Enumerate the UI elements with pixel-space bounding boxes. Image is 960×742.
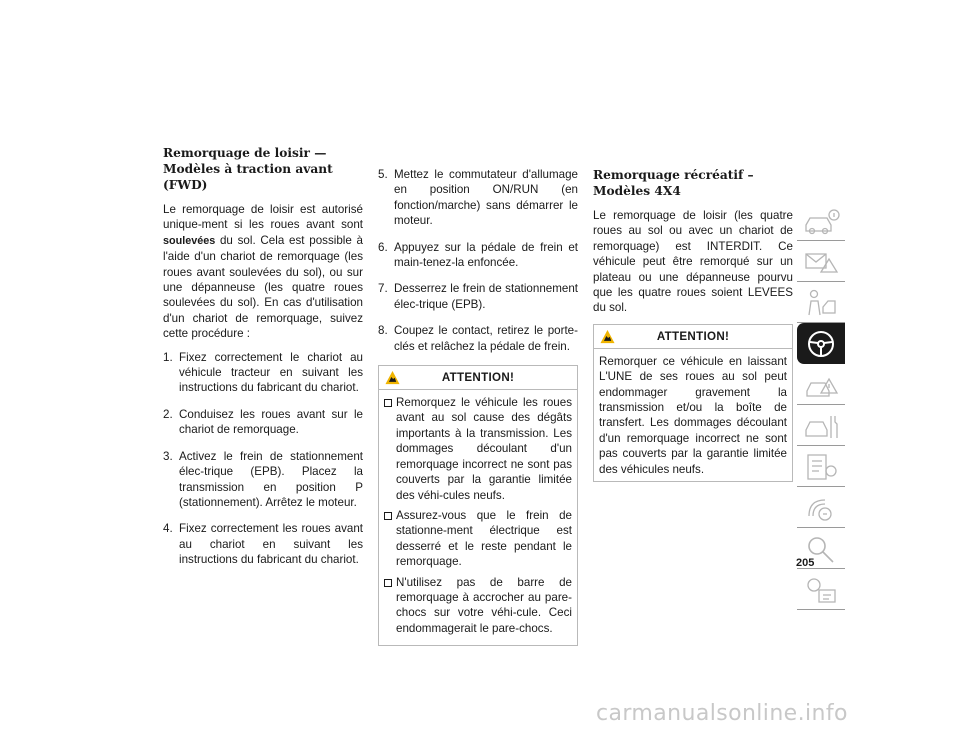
steps-list-1 [163,350,363,568]
tab-dashboard[interactable] [797,241,845,282]
section-heading-4x4: Remorquage récréatif – Modèles 4X4 [593,168,754,198]
watermark: carmanualsonline.info [596,701,848,726]
left-column [163,145,363,579]
checkbox-bullet-icon [384,512,392,520]
warning-header [594,325,792,349]
warning-icon [600,329,615,344]
multimedia-icon [801,492,841,524]
warning-title: ATTENTION! [656,329,730,343]
tab-car-info[interactable] [797,200,845,241]
list-item: 8. Coupez le contact, retirez le porte-clés et relâchez la pédale de frein. [378,324,578,353]
warning-body [379,390,577,645]
list-item: 4. Fixez correctement les roues avant au chariot en suivant les instructions du fabricant du chariot. [163,522,363,567]
dashboard-lights-icon [801,246,841,278]
safety-icon [801,287,841,319]
language-index-icon [801,574,841,606]
steps-list-2 [378,167,578,354]
list-item: N'utilisez pas de barre de remorquage à accrocher au pare-chocs sur votre véhi-cule. Ceci endommagerait le pare-chocs. [384,575,572,637]
tab-emergency[interactable] [797,364,845,405]
checkbox-bullet-icon [384,399,392,407]
emergency-icon [801,369,841,401]
checkbox-bullet-icon [384,579,392,587]
warning-box-fwd [378,365,578,646]
right-column [593,167,793,482]
tab-specifications[interactable] [797,446,845,487]
middle-column [378,167,578,646]
list-item: Assurez-vous que le frein de stationne-ment électrique est desserré et le reste pendant le remorquage. [384,508,572,570]
section-heading-fwd: Remorquage de loisir — Modèles à traction avant (FWD) [163,146,333,192]
tab-multimedia[interactable] [797,487,845,528]
intro-paragraph-4x4: Le remorquage de loisir (les quatre roues au sol ou avec un chariot de remorquage) est INTERDIT. Ce véhicule peut être remorqué sur un plateau ou une dépanneuse pourvu que les quatre roues soient LEVEES du sol. [593,209,793,315]
page-number: 205 [796,557,815,569]
warning-header [379,366,577,390]
tab-service[interactable] [797,405,845,446]
list-item: Remorquez le véhicule les roues avant au sol cause des dégâts importants à la transmission. Les dommages découlant d'un remorquage incorrect ne sont pas couverts par la garantie limitée des véhi-cules neufs. [384,395,572,503]
warning-title: ATTENTION! [441,370,515,384]
service-icon [801,410,841,442]
warning-box-4x4 [593,324,793,482]
list-item: 5. Mettez le commutateur d'allumage en position ON/RUN (en fonction/marche) sans démarrer le moteur. [378,168,578,228]
warning-text: Remorquer ce véhicule en laissant L'UNE de ses roues au sol peut endommager gravement la transmission et/ou la boîte de transfert. Les dommages découlant d'un remorquage incorrect ne sont pas couverts par la garantie limitée des véhicules neufs. [599,354,787,476]
list-item: 2. Conduisez les roues avant sur le chariot de remorquage. [163,407,363,437]
intro-paragraph: Le remorquage de loisir est autorisé unique-ment si les roues avant sont soulevées du sol. Cela est possible à l'aide d'un chariot de remorquage (les roues avant soulevées du sol), ou sur une dépanneuse (les quatre roues soulevées du sol). En cas d'utilisation d'un chariot de remorquage, suivez cette procédure : [163,203,363,341]
tab-language-index[interactable] [797,569,845,610]
list-item: 7. Desserrez le frein de stationnement élec-trique (EPB). [378,282,578,311]
car-info-icon [801,205,841,237]
tab-steering[interactable] [797,323,845,364]
emphasis-soulevees: soulevées [163,234,216,247]
specifications-icon [801,451,841,483]
warning-icon [385,370,400,385]
list-item: 1. Fixez correctement le chariot au véhicule tracteur en suivant les instructions du fabricant du chariot. [163,350,363,395]
list-item: 3. Activez le frein de stationnement élec-trique (EPB). Placez la transmission en position P (stationnement). Arrêtez le moteur. [163,449,363,509]
tab-safety[interactable] [797,282,845,323]
warning-body [594,349,792,481]
list-item: 6. Appuyez sur la pédale de frein et main-tenez-la enfoncée. [378,240,578,270]
steering-wheel-icon [801,328,841,360]
